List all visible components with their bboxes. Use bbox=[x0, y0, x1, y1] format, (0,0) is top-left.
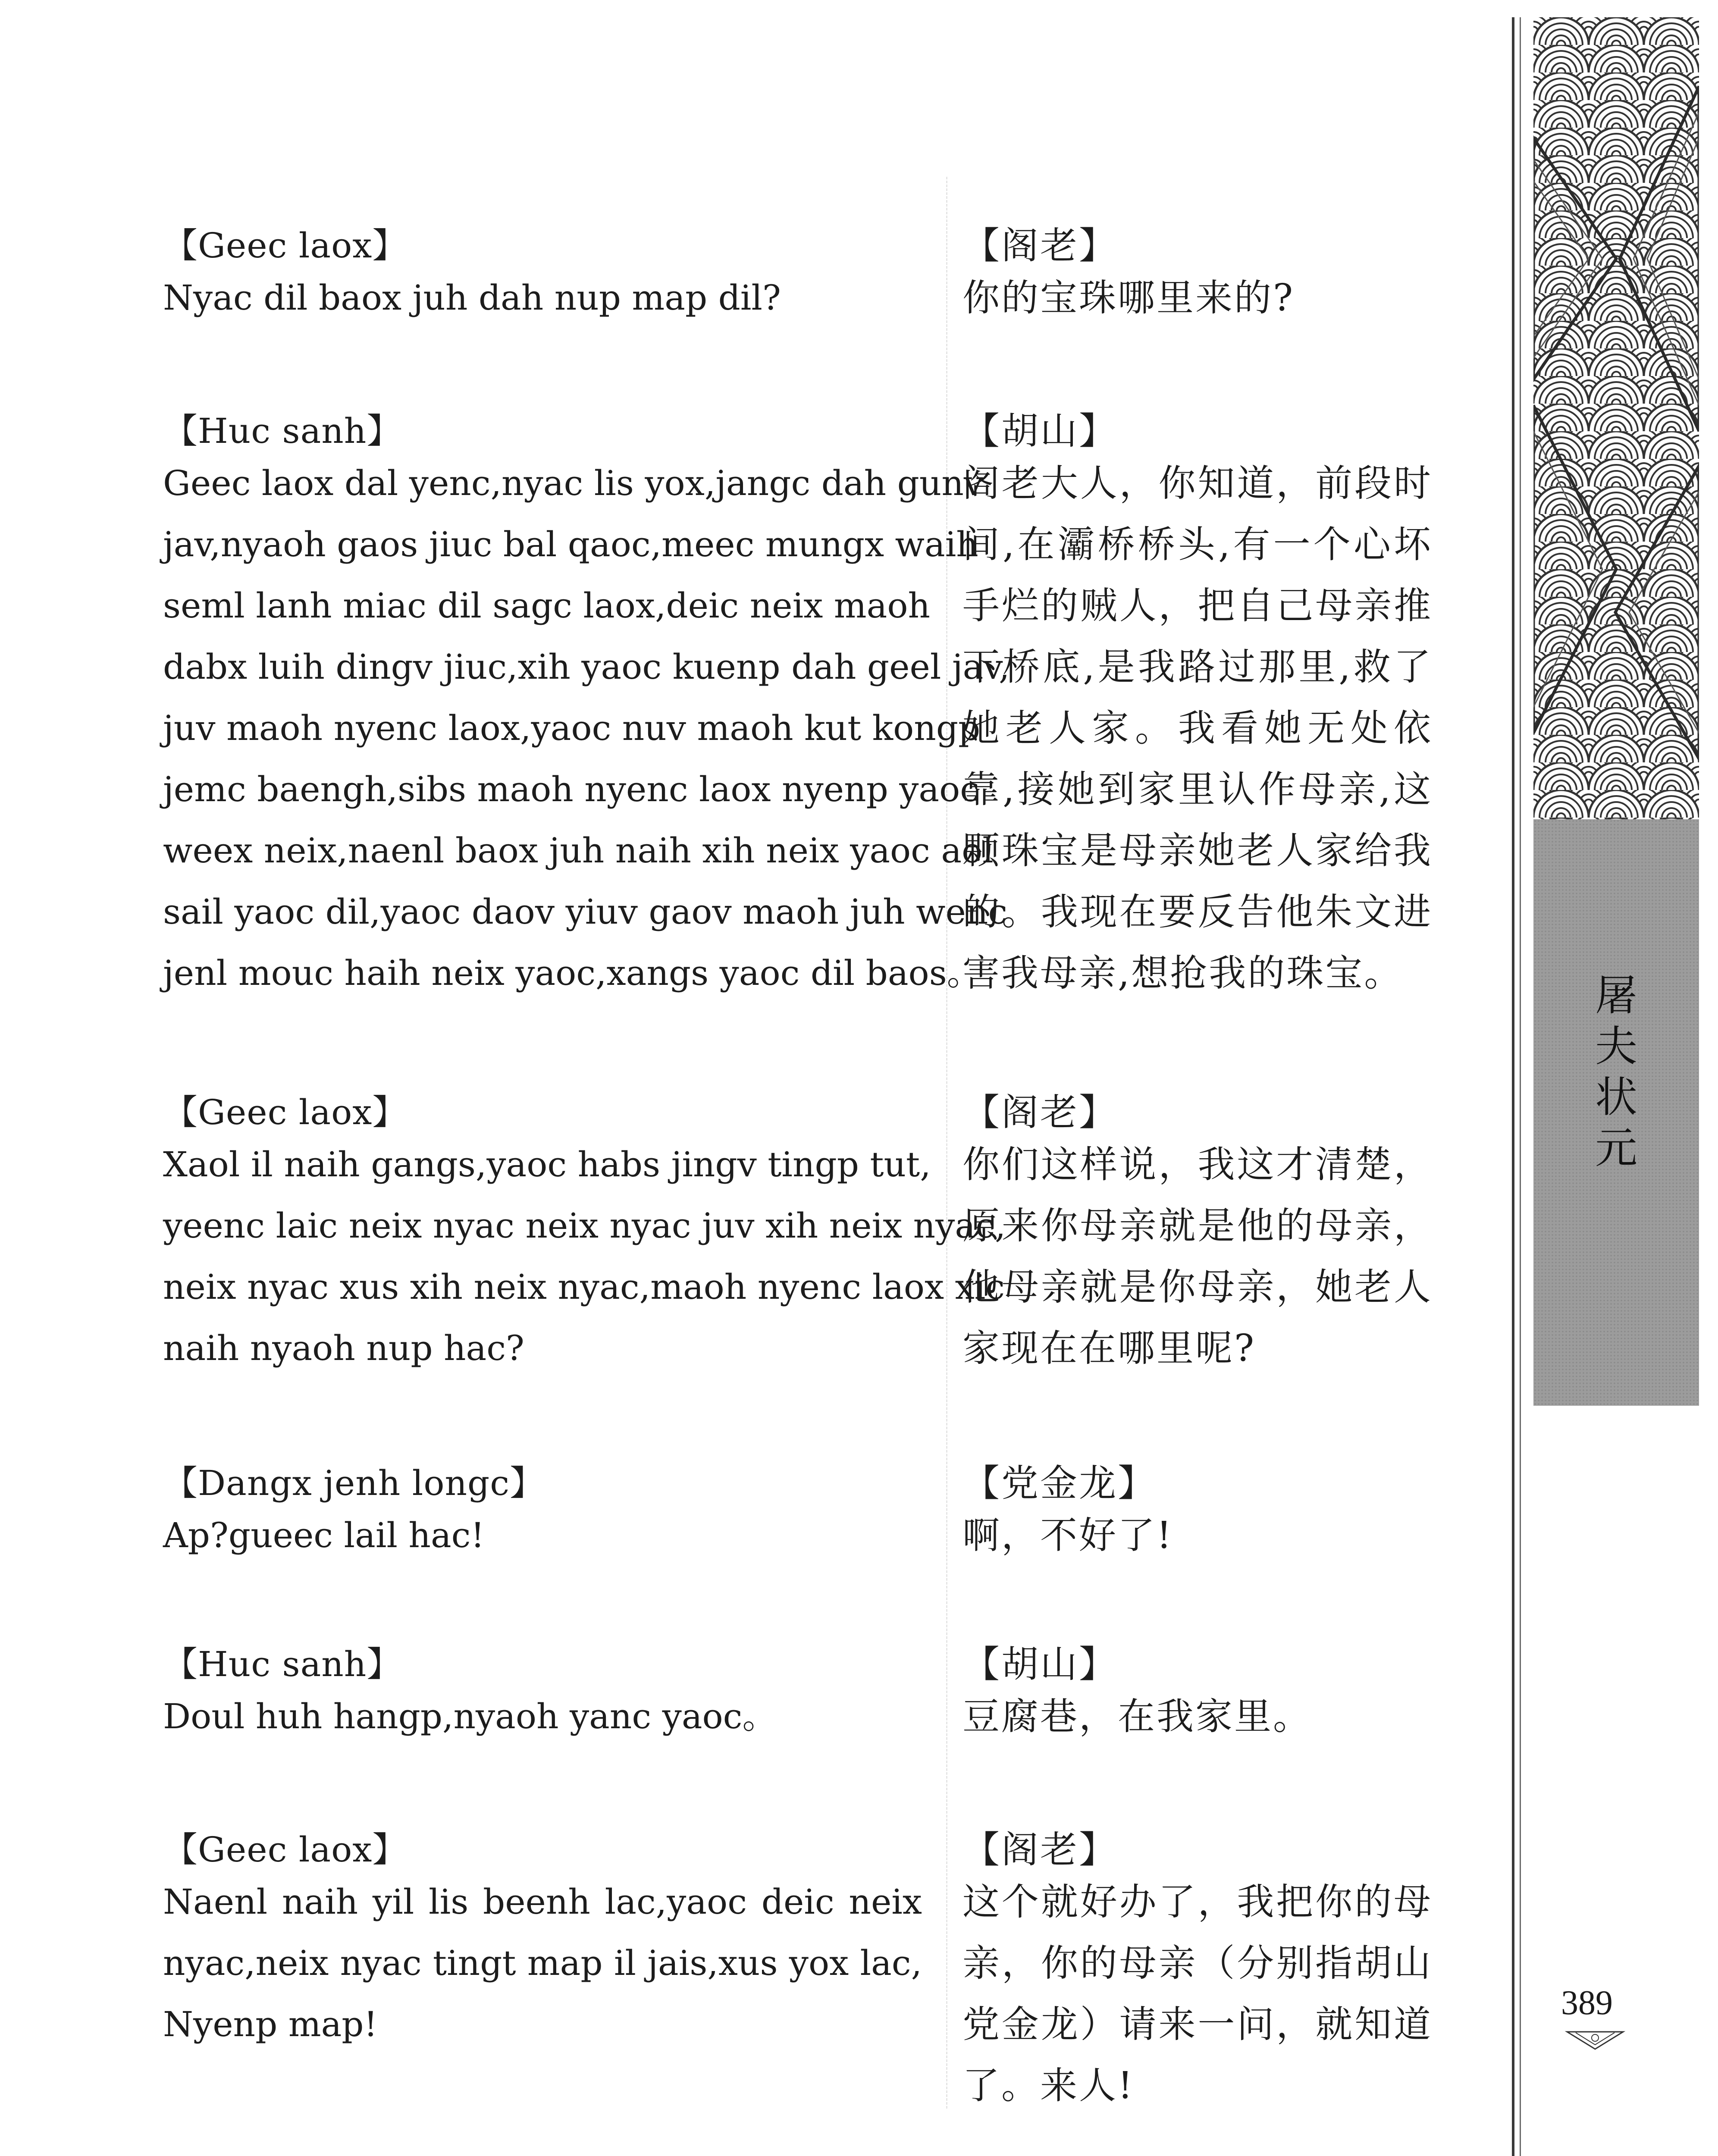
page-number: 389 bbox=[1561, 1984, 1613, 2022]
dialogue-line: 你们这样说，我这才清楚， bbox=[962, 1143, 1433, 1186]
dialogue-block bbox=[163, 1462, 922, 1566]
vertical-chapter-title bbox=[1533, 970, 1699, 1174]
speaker-label: 【胡山】 bbox=[962, 410, 1118, 453]
page-number-ornament-icon bbox=[1563, 2027, 1627, 2053]
dialogue-line: 颗珠宝是母亲她老人家给我 bbox=[962, 829, 1433, 872]
dialogue-line: Naenl naih yil lis beenh lac,yaoc deic neix bbox=[163, 1882, 922, 1922]
chapter-title-band bbox=[1533, 819, 1699, 1406]
dialogue-line: yeenc laic neix nyac neix nyac juv xih neix nyac, bbox=[163, 1206, 1006, 1246]
margin-frame-rule bbox=[1512, 17, 1514, 2156]
dialogue-line: 手烂的贼人，把自己母亲推 bbox=[962, 584, 1433, 627]
dialogue-block bbox=[962, 224, 1433, 329]
dialogue-line: 下桥底,是我路过那里,救了 bbox=[962, 646, 1433, 689]
dialogue-line: weex neix,naenl baox juh naih xih neix yaoc aol bbox=[163, 830, 994, 871]
dialogue-line: 间,在灞桥桥头,有一个心坏 bbox=[962, 523, 1433, 566]
title-char: 元 bbox=[1595, 1124, 1637, 1173]
dialogue-line: 豆腐巷，在我家里。 bbox=[962, 1695, 1312, 1738]
dialogue-line: Ap?gueec lail hac! bbox=[163, 1515, 485, 1555]
speaker-label: 【阁老】 bbox=[962, 224, 1118, 267]
dialogue-line: Nyenp map! bbox=[163, 2004, 378, 2044]
dialogue-line: 这个就好办了，我把你的母 bbox=[962, 1880, 1433, 1924]
dialogue-line: jenl mouc haih neix yaoc,xangs yaoc dil baos。 bbox=[163, 953, 981, 993]
speaker-label: 【Geec laox】 bbox=[163, 1830, 408, 1870]
dialogue-block bbox=[962, 1091, 1433, 1379]
title-char: 屠 bbox=[1595, 971, 1637, 1020]
dialogue-line: nyac,neix nyac tingt map il jais,xus yox lac, bbox=[163, 1943, 922, 1983]
dialogue-line: sail yaoc dil,yaoc daov yiuv gaov maoh juh wenc bbox=[163, 892, 1008, 932]
dialogue-block bbox=[163, 1643, 922, 1747]
dialogue-line: seml lanh miac dil sagc laox,deic neix maoh bbox=[163, 586, 931, 626]
dialogue-block bbox=[962, 1462, 1433, 1566]
dialogue-line: 阁老大人，你知道，前段时 bbox=[962, 462, 1433, 505]
dialogue-line: 你的宝珠哪里来的? bbox=[962, 276, 1295, 320]
dialogue-block bbox=[163, 1828, 922, 2055]
dialogue-line: 党金龙）请来一问，就知道 bbox=[962, 2003, 1433, 2046]
speaker-label: 【胡山】 bbox=[962, 1643, 1118, 1686]
dialogue-block bbox=[962, 1643, 1433, 1747]
dialogue-block bbox=[962, 410, 1433, 1004]
dialogue-line: Xaol il naih gangs,yaoc habs jingv tingp tut, bbox=[163, 1144, 931, 1185]
dialogue-line: Doul huh hangp,nyaoh yanc yaoc。 bbox=[163, 1696, 777, 1736]
margin-frame-rule-inner bbox=[1520, 17, 1521, 2156]
dialogue-line: dabx luih dingv jiuc,xih yaoc kuenp dah geel jav, bbox=[163, 647, 1010, 687]
dialogue-line: 害我母亲,想抢我的珠宝。 bbox=[962, 952, 1403, 995]
dialogue-line: 啊，不好了! bbox=[962, 1514, 1173, 1557]
dialogue-line: neix nyac xus xih neix nyac,maoh nyenc laox xic bbox=[163, 1267, 1005, 1307]
dialogue-line: 他母亲就是你母亲，她老人 bbox=[962, 1266, 1433, 1309]
dialogue-line: juv maoh nyenc laox,yaoc nuv maoh kut kongp bbox=[163, 708, 981, 748]
dialogue-line: 靠,接她到家里认作母亲,这 bbox=[962, 768, 1433, 811]
dialogue-line: Nyac dil baox juh dah nup map dil? bbox=[163, 278, 781, 318]
dialogue-line: 原来你母亲就是他的母亲， bbox=[962, 1204, 1433, 1247]
dialogue-line: jemc baengh,sibs maoh nyenc laox nyenp yaoc bbox=[163, 769, 980, 809]
speaker-label: 【Geec laox】 bbox=[163, 226, 408, 266]
dialogue-line: naih nyaoh nup hac? bbox=[163, 1328, 524, 1368]
dialogue-line: jav,nyaoh gaos jiuc bal qaoc,meec mungx waih bbox=[163, 524, 978, 564]
cloud-pattern-ornament bbox=[1533, 17, 1699, 819]
title-char: 状 bbox=[1595, 1073, 1637, 1122]
speaker-label: 【Dangx jenh longc】 bbox=[163, 1463, 545, 1503]
speaker-label: 【阁老】 bbox=[962, 1828, 1118, 1871]
speaker-label: 【Geec laox】 bbox=[163, 1092, 408, 1132]
speaker-label: 【阁老】 bbox=[962, 1091, 1118, 1134]
dialogue-block bbox=[163, 224, 922, 329]
dialogue-line: 家现在在哪里呢? bbox=[962, 1327, 1256, 1370]
dialogue-block bbox=[962, 1828, 1433, 2116]
title-char: 夫 bbox=[1595, 1022, 1637, 1071]
dialogue-line: 的。我现在要反告他朱文进 bbox=[962, 890, 1433, 934]
speaker-label: 【党金龙】 bbox=[962, 1462, 1157, 1505]
dialogue-line: Geec laox dal yenc,nyac lis yox,jangc dah gunv bbox=[163, 463, 984, 503]
dialogue-line: 亲，你的母亲（分别指胡山 bbox=[962, 1942, 1433, 1985]
dialogue-block bbox=[163, 410, 1010, 1004]
dialogue-block bbox=[163, 1091, 1006, 1379]
speaker-label: 【Huc sanh】 bbox=[163, 1644, 402, 1684]
speaker-label: 【Huc sanh】 bbox=[163, 411, 402, 451]
dialogue-line: 了。来人! bbox=[962, 2064, 1135, 2107]
dialogue-line: 她老人家。我看她无处依 bbox=[962, 707, 1433, 750]
